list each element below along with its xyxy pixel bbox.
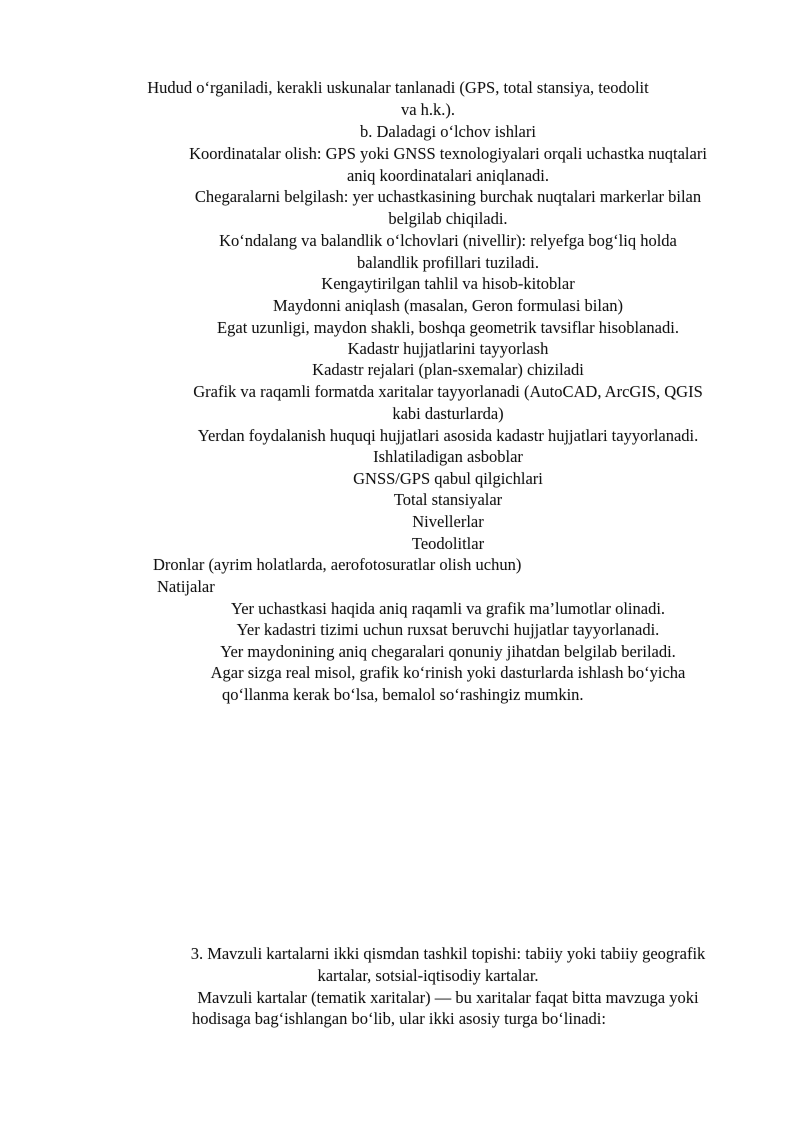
text-line: kartalar, sotsial-iqtisodiy kartalar. <box>317 966 539 985</box>
text-line: Teodolitlar <box>411 534 485 553</box>
text-line: Ishlatiladigan asboblar <box>373 447 523 466</box>
text-line: Total stansiyalar <box>393 490 503 509</box>
text-line: Grafik va raqamli formatda xaritalar tayyorlanadi (AutoCAD, ArcGIS, QGIS <box>193 382 703 401</box>
text-line: hodisaga bag‘ishlangan bo‘lib, ular ikki asosiy turga bo‘linadi: <box>192 1009 606 1028</box>
text-line: Natijalar <box>157 577 215 596</box>
text-line: 3. Mavzuli kartalarni ikki qismdan tashkil topishi: tabiiy yoki tabiiy geografik <box>190 944 706 963</box>
text-line: Dronlar (ayrim holatlarda, aerofotosuratlar olish uchun) <box>153 555 522 574</box>
text-line: va h.k.). <box>400 100 456 119</box>
text-line: GNSS/GPS qabul qilgichlari <box>353 469 543 488</box>
text-line: Ko‘ndalang va balandlik o‘lchovlari (nivellir): relyefga bog‘liq holda <box>219 231 677 250</box>
text-line: Agar sizga real misol, grafik ko‘rinish yoki dasturlarda ishlash bo‘yicha <box>210 663 686 682</box>
text-line: balandlik profillari tuziladi. <box>357 253 539 272</box>
text-line: Nivellerlar <box>412 512 484 531</box>
text-line: aniq koordinatalari aniqlanadi. <box>346 166 550 185</box>
text-line: Yer uchastkasi haqida aniq raqamli va grafik ma’lumotlar olinadi. <box>230 599 666 618</box>
text-line: Yer maydonining aniq chegaralari qonuniy jihatdan belgilab beriladi. <box>220 642 676 661</box>
text-line: Koordinatalar olish: GPS yoki GNSS texnologiyalari orqali uchastka nuqtalari <box>189 144 707 163</box>
text-line: Kengaytirilgan tahlil va hisob-kitoblar <box>321 274 575 293</box>
text-line: qo‘llanma kerak bo‘lsa, bemalol so‘rashingiz mumkin. <box>222 685 584 704</box>
text-line: Mavzuli kartalar (tematik xaritalar) — bu xaritalar faqat bitta mavzuga yoki <box>197 988 699 1007</box>
text-line: Maydonni aniqlash (masalan, Geron formulasi bilan) <box>272 296 624 315</box>
text-line: Hudud o‘rganiladi, kerakli uskunalar tanlanadi (GPS, total stansiya, teodolit <box>147 78 649 97</box>
text-line: Yer kadastri tizimi uchun ruxsat beruvchi hujjatlar tayyorlanadi. <box>236 620 660 639</box>
text-line: kabi dasturlarda) <box>392 404 504 423</box>
text-line: Chegaralarni belgilash: yer uchastkasining burchak nuqtalari markerlar bilan <box>194 187 702 206</box>
text-line: b. Daladagi o‘lchov ishlari <box>360 122 536 141</box>
text-line: Kadastr rejalari (plan-sxemalar) chiziladi <box>312 360 584 379</box>
text-line: Kadastr hujjatlarini tayyorlash <box>347 339 549 358</box>
text-line: Yerdan foydalanish huquqi hujjatlari asosida kadastr hujjatlari tayyorlanadi. <box>197 426 699 445</box>
text-line: Egat uzunligi, maydon shakli, boshqa geometrik tavsiflar hisoblanadi. <box>217 318 679 337</box>
text-line: belgilab chiqiladi. <box>388 209 508 228</box>
